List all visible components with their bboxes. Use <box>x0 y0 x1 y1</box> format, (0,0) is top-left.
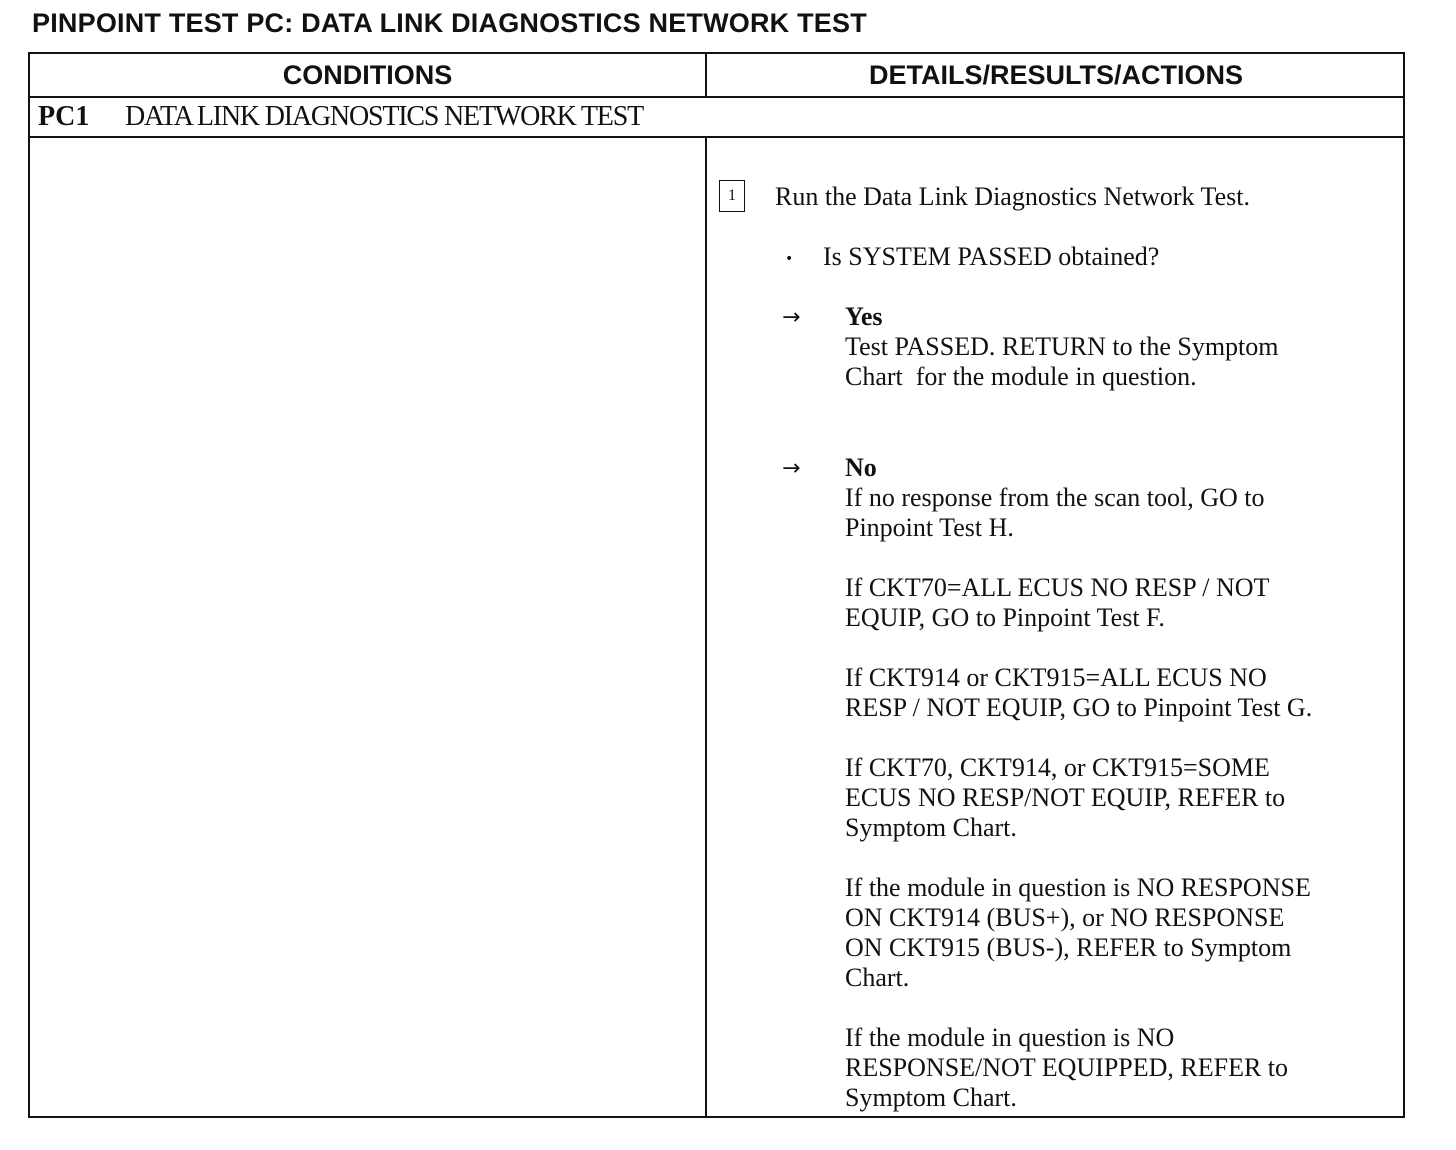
step-number-box: 1 <box>719 180 745 212</box>
no-label: No <box>845 453 877 482</box>
yes-answer <box>845 302 1405 392</box>
step-code: PC1 <box>38 101 90 132</box>
conditions-header: CONDITIONS <box>282 60 453 90</box>
no-line: ON CKT914 (BUS+), or NO RESPONSE <box>845 903 1285 932</box>
step-row <box>30 98 1403 138</box>
no-line: If the module in question is NO <box>845 1023 1175 1052</box>
question-bullet: • <box>785 251 794 267</box>
no-paragraph <box>845 873 1405 993</box>
yes-line: Test PASSED. RETURN to the Symptom <box>845 332 1279 361</box>
no-paragraph <box>845 573 1405 633</box>
body-column-divider <box>705 138 707 1116</box>
step-instruction: Run the Data Link Diagnostics Network Test. <box>775 182 1251 211</box>
no-line: If CKT70, CKT914, or CKT915=SOME <box>845 753 1270 782</box>
no-arrow-icon: → <box>782 456 801 481</box>
no-paragraph <box>845 1023 1405 1113</box>
no-line: Symptom Chart. <box>845 813 1017 842</box>
no-answer <box>845 453 1405 1113</box>
no-line: RESPONSE/NOT EQUIPPED, REFER to <box>845 1053 1289 1082</box>
step-title: DATA LINK DIAGNOSTICS NETWORK TEST <box>125 101 643 132</box>
no-line: RESP / NOT EQUIP, GO to Pinpoint Test G. <box>845 693 1313 722</box>
no-line: EQUIP, GO to Pinpoint Test F. <box>845 603 1165 632</box>
yes-label: Yes <box>845 302 883 331</box>
no-line: Symptom Chart. <box>845 1083 1017 1112</box>
pinpoint-test-table <box>28 52 1405 1118</box>
table-header-row <box>30 54 1403 98</box>
no-line: If the module in question is NO RESPONSE <box>845 873 1311 902</box>
no-line: If CKT914 or CKT915=ALL ECUS NO <box>845 663 1267 692</box>
header-column-divider <box>705 54 707 98</box>
yes-arrow-icon: → <box>782 305 801 330</box>
no-line: Pinpoint Test H. <box>845 513 1014 542</box>
no-line: If CKT70=ALL ECUS NO RESP / NOT <box>845 573 1270 602</box>
details-header: DETAILS/RESULTS/ACTIONS <box>868 60 1243 90</box>
yes-line: Chart for the module in question. <box>845 362 1197 391</box>
no-paragraph <box>845 753 1405 843</box>
no-line: If no response from the scan tool, GO to <box>845 483 1265 512</box>
no-line: Chart. <box>845 963 910 992</box>
step-question: Is SYSTEM PASSED obtained? <box>823 242 1160 271</box>
page-title: PINPOINT TEST PC: DATA LINK DIAGNOSTICS NETWORK TEST <box>32 8 867 38</box>
no-paragraph <box>845 483 1405 543</box>
no-paragraph <box>845 663 1405 723</box>
no-line: ON CKT915 (BUS-), REFER to Symptom <box>845 933 1292 962</box>
no-line: ECUS NO RESP/NOT EQUIP, REFER to <box>845 783 1286 812</box>
